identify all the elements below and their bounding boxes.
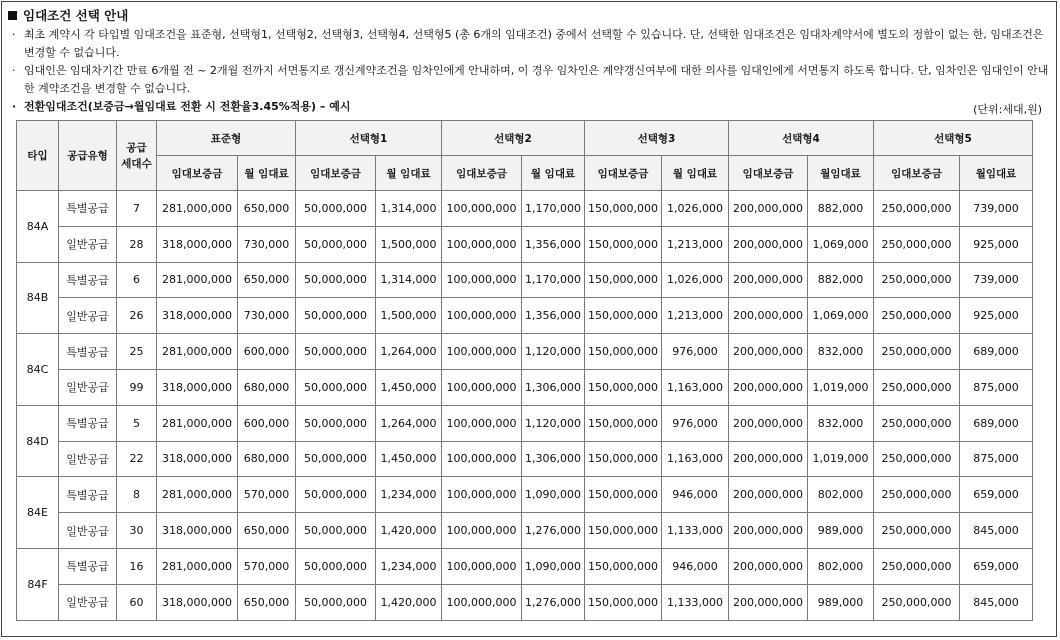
cell-type: 84A xyxy=(17,191,59,263)
cell-households: 30 xyxy=(117,513,157,549)
cell-monthly-rent: 1,213,000 xyxy=(662,298,729,334)
header-row-sub xyxy=(17,156,1033,191)
cell-deposit: 50,000,000 xyxy=(296,513,376,549)
cell-deposit: 150,000,000 xyxy=(585,441,662,477)
header-households-text: 공급 세대수 xyxy=(121,141,152,170)
cell-households: 26 xyxy=(117,298,157,334)
cell-monthly-rent: 875,000 xyxy=(960,369,1033,405)
header-monthly-rent: 월 임대료 xyxy=(522,156,585,191)
cell-deposit: 281,000,000 xyxy=(157,334,238,370)
cell-deposit: 50,000,000 xyxy=(296,334,376,370)
cell-deposit: 200,000,000 xyxy=(729,477,808,513)
cell-deposit: 150,000,000 xyxy=(585,584,662,620)
cell-monthly-rent: 802,000 xyxy=(808,548,874,584)
cell-supply-type: 특별공급 xyxy=(59,334,117,370)
cell-deposit: 200,000,000 xyxy=(729,298,808,334)
header-group-option2: 선택형2 xyxy=(442,121,585,156)
cell-monthly-rent: 802,000 xyxy=(808,477,874,513)
cell-households: 60 xyxy=(117,584,157,620)
header-monthly-rent: 월임대료 xyxy=(808,156,874,191)
cell-households: 6 xyxy=(117,262,157,298)
cell-monthly-rent: 832,000 xyxy=(808,405,874,441)
cell-households: 28 xyxy=(117,226,157,262)
cell-deposit: 200,000,000 xyxy=(729,262,808,298)
cell-monthly-rent: 1,090,000 xyxy=(522,477,585,513)
cell-monthly-rent: 1,234,000 xyxy=(376,548,442,584)
cell-deposit: 100,000,000 xyxy=(442,334,522,370)
cell-deposit: 200,000,000 xyxy=(729,191,808,227)
cell-deposit: 318,000,000 xyxy=(157,441,238,477)
cell-type: 84B xyxy=(17,262,59,334)
cell-deposit: 200,000,000 xyxy=(729,334,808,370)
cell-households: 25 xyxy=(117,334,157,370)
cell-monthly-rent: 1,420,000 xyxy=(376,513,442,549)
unit-label: (단위:세대,원) xyxy=(973,103,1042,116)
cell-monthly-rent: 1,306,000 xyxy=(522,441,585,477)
header-type: 타입 xyxy=(17,121,59,191)
cell-monthly-rent: 1,213,000 xyxy=(662,226,729,262)
cell-monthly-rent: 1,500,000 xyxy=(376,298,442,334)
cell-monthly-rent: 1,163,000 xyxy=(662,441,729,477)
header-monthly-rent: 월 임대료 xyxy=(662,156,729,191)
cell-deposit: 50,000,000 xyxy=(296,548,376,584)
cell-monthly-rent: 976,000 xyxy=(662,334,729,370)
cell-type: 84D xyxy=(17,405,59,477)
table-row xyxy=(17,405,1033,441)
table-row xyxy=(17,262,1033,298)
cell-monthly-rent: 739,000 xyxy=(960,262,1033,298)
note-text: 최초 계약시 각 타입별 임대조건을 표준형, 선택형1, 선택형2, 선택형3, 선택형4, 선택형5 (총 6개의 임대조건) 중에서 선택할 수 있습니다. 단, 선택한 임대조건은 임대차계약서에 별도의 정함이 없는 한, 임대조건은 변경할 수 없습니다. xyxy=(24,28,1044,59)
cell-monthly-rent: 1,500,000 xyxy=(376,226,442,262)
cell-deposit: 150,000,000 xyxy=(585,334,662,370)
cell-monthly-rent: 650,000 xyxy=(238,262,296,298)
cell-supply-type: 일반공급 xyxy=(59,298,117,334)
cell-deposit: 200,000,000 xyxy=(729,226,808,262)
cell-monthly-rent: 882,000 xyxy=(808,262,874,298)
cell-deposit: 281,000,000 xyxy=(157,262,238,298)
note-text: 전환임대조건(보증금→월임대료 전환 시 전환율3.45%적용) – 예시 xyxy=(24,100,351,113)
cell-monthly-rent: 730,000 xyxy=(238,298,296,334)
cell-deposit: 281,000,000 xyxy=(157,405,238,441)
table-row xyxy=(17,191,1033,227)
cell-supply-type: 일반공급 xyxy=(59,513,117,549)
header-row-top xyxy=(17,121,1033,156)
cell-deposit: 50,000,000 xyxy=(296,441,376,477)
cell-monthly-rent: 925,000 xyxy=(960,226,1033,262)
cell-monthly-rent: 976,000 xyxy=(662,405,729,441)
cell-monthly-rent: 875,000 xyxy=(960,441,1033,477)
header-monthly-rent: 월 임대료 xyxy=(238,156,296,191)
cell-deposit: 250,000,000 xyxy=(874,226,960,262)
cell-deposit: 250,000,000 xyxy=(874,298,960,334)
cell-monthly-rent: 1,276,000 xyxy=(522,584,585,620)
cell-deposit: 150,000,000 xyxy=(585,226,662,262)
cell-deposit: 200,000,000 xyxy=(729,441,808,477)
cell-monthly-rent: 730,000 xyxy=(238,226,296,262)
cell-monthly-rent: 1,264,000 xyxy=(376,405,442,441)
cell-monthly-rent: 946,000 xyxy=(662,548,729,584)
cell-monthly-rent: 1,314,000 xyxy=(376,191,442,227)
cell-monthly-rent: 1,069,000 xyxy=(808,226,874,262)
cell-supply-type: 특별공급 xyxy=(59,191,117,227)
cell-deposit: 150,000,000 xyxy=(585,298,662,334)
cell-monthly-rent: 1,356,000 xyxy=(522,226,585,262)
cell-deposit: 100,000,000 xyxy=(442,262,522,298)
cell-type: 84E xyxy=(17,477,59,549)
cell-monthly-rent: 650,000 xyxy=(238,191,296,227)
cell-monthly-rent: 570,000 xyxy=(238,548,296,584)
note-item xyxy=(12,26,1050,62)
cell-monthly-rent: 832,000 xyxy=(808,334,874,370)
note-text: 임대인은 임대차기간 만료 6개월 전 ~ 2개월 전까지 서면통지로 갱신계약조건을 임차인에게 안내하며, 이 경우 임차인은 계약갱신여부에 대한 의사를 임대인에게 서면통지 하도록 합니다. 단, 임차인은 임대인이 안내한 계약조건을 변경할 수 없습니다. xyxy=(24,64,1049,95)
header-households xyxy=(117,121,157,191)
note-bullet: · xyxy=(12,64,16,77)
page-frame xyxy=(1,1,1057,637)
cell-monthly-rent: 1,133,000 xyxy=(662,513,729,549)
cell-monthly-rent: 925,000 xyxy=(960,298,1033,334)
header-group-option5: 선택형5 xyxy=(874,121,1033,156)
cell-deposit: 150,000,000 xyxy=(585,477,662,513)
cell-deposit: 100,000,000 xyxy=(442,191,522,227)
cell-deposit: 200,000,000 xyxy=(729,369,808,405)
cell-deposit: 250,000,000 xyxy=(874,191,960,227)
header-monthly-rent: 월 임대료 xyxy=(376,156,442,191)
cell-deposit: 318,000,000 xyxy=(157,226,238,262)
cell-monthly-rent: 845,000 xyxy=(960,584,1033,620)
cell-monthly-rent: 650,000 xyxy=(238,513,296,549)
cell-deposit: 50,000,000 xyxy=(296,584,376,620)
cell-monthly-rent: 659,000 xyxy=(960,477,1033,513)
cell-deposit: 150,000,000 xyxy=(585,405,662,441)
cell-monthly-rent: 1,450,000 xyxy=(376,441,442,477)
note-bullet: · xyxy=(12,28,16,41)
cell-deposit: 281,000,000 xyxy=(157,548,238,584)
cell-deposit: 50,000,000 xyxy=(296,262,376,298)
cell-deposit: 50,000,000 xyxy=(296,369,376,405)
table-body xyxy=(17,191,1033,621)
cell-monthly-rent: 1,026,000 xyxy=(662,262,729,298)
cell-monthly-rent: 1,450,000 xyxy=(376,369,442,405)
cell-deposit: 250,000,000 xyxy=(874,405,960,441)
cell-households: 7 xyxy=(117,191,157,227)
cell-deposit: 200,000,000 xyxy=(729,548,808,584)
cell-deposit: 50,000,000 xyxy=(296,405,376,441)
cell-deposit: 250,000,000 xyxy=(874,262,960,298)
cell-type: 84F xyxy=(17,548,59,620)
cell-supply-type: 일반공급 xyxy=(59,441,117,477)
cell-deposit: 150,000,000 xyxy=(585,369,662,405)
header-group-option3: 선택형3 xyxy=(585,121,729,156)
cell-deposit: 100,000,000 xyxy=(442,441,522,477)
header-group-standard: 표준형 xyxy=(157,121,296,156)
cell-deposit: 281,000,000 xyxy=(157,191,238,227)
cell-deposit: 100,000,000 xyxy=(442,548,522,584)
cell-monthly-rent: 600,000 xyxy=(238,334,296,370)
cell-deposit: 150,000,000 xyxy=(585,513,662,549)
note-item xyxy=(12,62,1050,98)
cell-deposit: 318,000,000 xyxy=(157,513,238,549)
cell-deposit: 250,000,000 xyxy=(874,334,960,370)
cell-monthly-rent: 689,000 xyxy=(960,334,1033,370)
header-deposit: 임대보증금 xyxy=(157,156,238,191)
table-row xyxy=(17,513,1033,549)
table-row xyxy=(17,584,1033,620)
cell-deposit: 100,000,000 xyxy=(442,226,522,262)
black-square-icon xyxy=(8,11,17,20)
table-row xyxy=(17,441,1033,477)
cell-monthly-rent: 680,000 xyxy=(238,441,296,477)
cell-deposit: 200,000,000 xyxy=(729,513,808,549)
cell-supply-type: 특별공급 xyxy=(59,262,117,298)
cell-monthly-rent: 1,356,000 xyxy=(522,298,585,334)
cell-monthly-rent: 1,019,000 xyxy=(808,441,874,477)
cell-households: 8 xyxy=(117,477,157,513)
cell-deposit: 200,000,000 xyxy=(729,584,808,620)
cell-deposit: 100,000,000 xyxy=(442,477,522,513)
cell-deposit: 50,000,000 xyxy=(296,191,376,227)
header-deposit: 임대보증금 xyxy=(442,156,522,191)
cell-deposit: 250,000,000 xyxy=(874,584,960,620)
cell-monthly-rent: 1,264,000 xyxy=(376,334,442,370)
section-heading-text: 임대조건 선택 안내 xyxy=(23,8,129,23)
cell-monthly-rent: 570,000 xyxy=(238,477,296,513)
table-row xyxy=(17,477,1033,513)
cell-deposit: 100,000,000 xyxy=(442,369,522,405)
cell-monthly-rent: 1,090,000 xyxy=(522,548,585,584)
cell-deposit: 250,000,000 xyxy=(874,548,960,584)
cell-monthly-rent: 650,000 xyxy=(238,584,296,620)
cell-monthly-rent: 739,000 xyxy=(960,191,1033,227)
section-heading xyxy=(8,6,128,24)
cell-supply-type: 일반공급 xyxy=(59,584,117,620)
cell-monthly-rent: 1,019,000 xyxy=(808,369,874,405)
cell-households: 22 xyxy=(117,441,157,477)
cell-deposit: 50,000,000 xyxy=(296,298,376,334)
table-row xyxy=(17,548,1033,584)
cell-monthly-rent: 882,000 xyxy=(808,191,874,227)
table-row xyxy=(17,226,1033,262)
cell-monthly-rent: 659,000 xyxy=(960,548,1033,584)
cell-type: 84C xyxy=(17,334,59,406)
cell-deposit: 318,000,000 xyxy=(157,584,238,620)
cell-supply-type: 일반공급 xyxy=(59,369,117,405)
table-row xyxy=(17,369,1033,405)
header-group-option4: 선택형4 xyxy=(729,121,874,156)
cell-monthly-rent: 600,000 xyxy=(238,405,296,441)
cell-monthly-rent: 1,276,000 xyxy=(522,513,585,549)
cell-deposit: 50,000,000 xyxy=(296,226,376,262)
note-item-conversion xyxy=(12,98,1050,116)
table-row xyxy=(17,298,1033,334)
cell-monthly-rent: 689,000 xyxy=(960,405,1033,441)
header-deposit: 임대보증금 xyxy=(296,156,376,191)
cell-monthly-rent: 680,000 xyxy=(238,369,296,405)
header-monthly-rent: 월임대료 xyxy=(960,156,1033,191)
cell-deposit: 250,000,000 xyxy=(874,441,960,477)
cell-deposit: 250,000,000 xyxy=(874,477,960,513)
cell-households: 99 xyxy=(117,369,157,405)
cell-monthly-rent: 1,234,000 xyxy=(376,477,442,513)
cell-monthly-rent: 1,314,000 xyxy=(376,262,442,298)
cell-monthly-rent: 1,163,000 xyxy=(662,369,729,405)
cell-deposit: 50,000,000 xyxy=(296,477,376,513)
cell-households: 5 xyxy=(117,405,157,441)
cell-deposit: 100,000,000 xyxy=(442,405,522,441)
cell-deposit: 150,000,000 xyxy=(585,548,662,584)
cell-monthly-rent: 1,026,000 xyxy=(662,191,729,227)
cell-monthly-rent: 1,170,000 xyxy=(522,262,585,298)
notes-list xyxy=(12,26,1050,116)
cell-monthly-rent: 1,120,000 xyxy=(522,405,585,441)
cell-supply-type: 일반공급 xyxy=(59,226,117,262)
cell-deposit: 100,000,000 xyxy=(442,298,522,334)
header-supply-type: 공급유형 xyxy=(59,121,117,191)
cell-deposit: 150,000,000 xyxy=(585,262,662,298)
cell-monthly-rent: 1,133,000 xyxy=(662,584,729,620)
cell-deposit: 100,000,000 xyxy=(442,513,522,549)
cell-households: 16 xyxy=(117,548,157,584)
cell-deposit: 250,000,000 xyxy=(874,513,960,549)
cell-monthly-rent: 1,306,000 xyxy=(522,369,585,405)
cell-deposit: 318,000,000 xyxy=(157,298,238,334)
cell-monthly-rent: 946,000 xyxy=(662,477,729,513)
cell-supply-type: 특별공급 xyxy=(59,405,117,441)
cell-deposit: 200,000,000 xyxy=(729,405,808,441)
cell-monthly-rent: 1,420,000 xyxy=(376,584,442,620)
rent-conditions-table xyxy=(16,120,1033,621)
table-row xyxy=(17,334,1033,370)
cell-monthly-rent: 1,069,000 xyxy=(808,298,874,334)
cell-deposit: 318,000,000 xyxy=(157,369,238,405)
cell-supply-type: 특별공급 xyxy=(59,548,117,584)
cell-deposit: 150,000,000 xyxy=(585,191,662,227)
header-deposit: 임대보증금 xyxy=(874,156,960,191)
cell-monthly-rent: 989,000 xyxy=(808,513,874,549)
header-deposit: 임대보증금 xyxy=(729,156,808,191)
cell-supply-type: 특별공급 xyxy=(59,477,117,513)
header-deposit: 임대보증금 xyxy=(585,156,662,191)
header-group-option1: 선택형1 xyxy=(296,121,442,156)
cell-monthly-rent: 1,170,000 xyxy=(522,191,585,227)
cell-deposit: 281,000,000 xyxy=(157,477,238,513)
cell-monthly-rent: 1,120,000 xyxy=(522,334,585,370)
cell-deposit: 250,000,000 xyxy=(874,369,960,405)
cell-monthly-rent: 845,000 xyxy=(960,513,1033,549)
note-bullet: · xyxy=(12,100,17,113)
cell-deposit: 100,000,000 xyxy=(442,584,522,620)
cell-monthly-rent: 989,000 xyxy=(808,584,874,620)
